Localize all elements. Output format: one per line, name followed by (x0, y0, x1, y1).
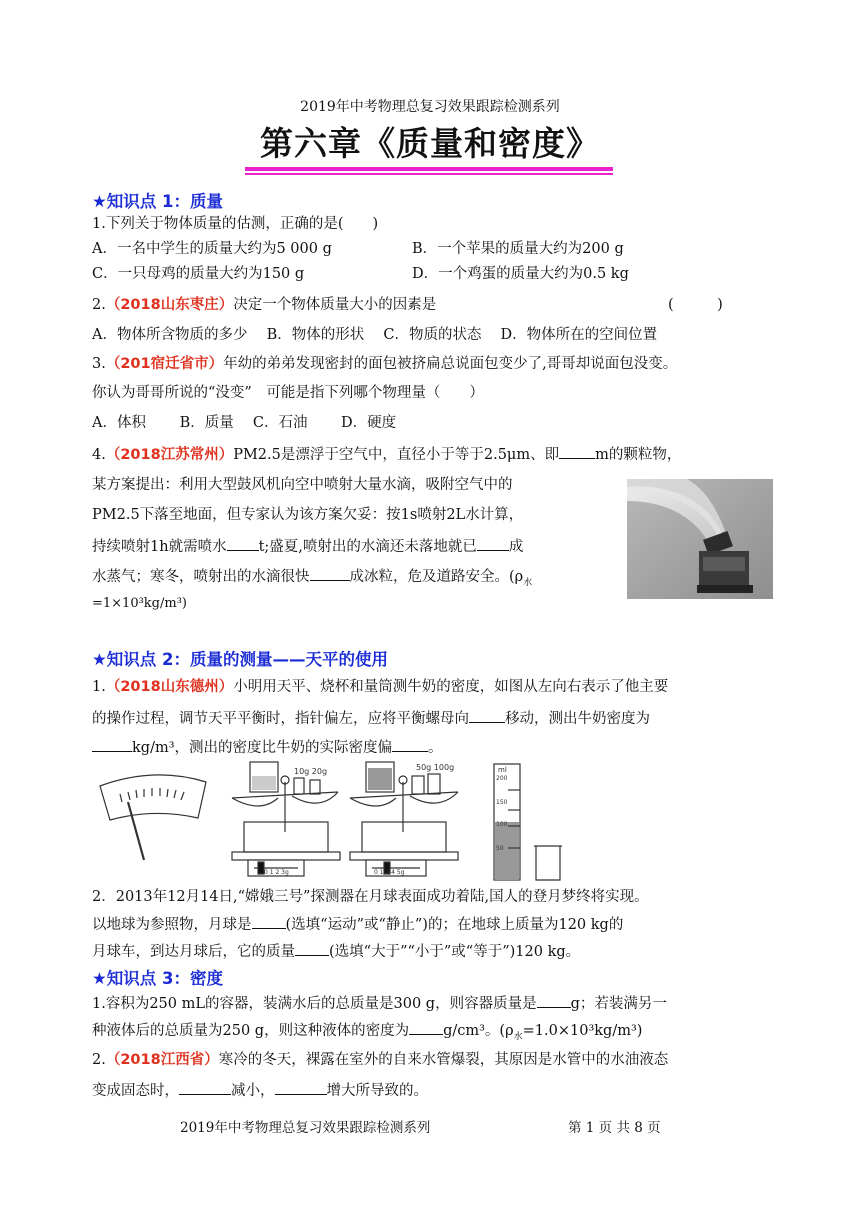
kp2-q2-line3 (92, 941, 580, 962)
kp1-q4-line6: =1×10³kg/m³) (92, 596, 187, 611)
question-source: （2018山东枣庄） (105, 297, 234, 313)
kp1-q1-option-d: D．一个鸡蛋的质量大约为0.5 kg (412, 266, 629, 282)
kp2-q1-line2 (92, 708, 650, 729)
kp1-q1-stem: 1.下列关于物体质量的估测，正确的是( ) (92, 216, 379, 232)
question-text: 水蒸气；寒冬，喷射出的水滴很快 (92, 569, 310, 585)
kp1-q1-option-b: B．一个苹果的质量大约为200 g (412, 241, 624, 257)
question-source: （201宿迁省市） (105, 356, 224, 372)
answer-blank[interactable] (275, 1080, 327, 1095)
kp1-q4-line1 (92, 444, 681, 465)
question-text: 变成固态时， (92, 1083, 179, 1099)
answer-blank[interactable] (477, 536, 509, 551)
question-text: 持续喷射1h就需喷水 (92, 539, 227, 555)
series-header: 2019年中考物理总复习效果跟踪检测系列 (300, 99, 560, 115)
weights-label: 50g 100g (416, 763, 455, 772)
question-text: 以地球为参照物，月球是 (92, 917, 252, 933)
kp1-q4-line5 (92, 566, 532, 593)
kp2-q1-line1 (92, 677, 668, 697)
kp3-q2-line2 (92, 1080, 428, 1101)
kp1-q2-options: A．物体所含物质的多少 B．物体的形状 C．物质的状态 D．物体所在的空间位置 (92, 327, 658, 343)
question-stem: 决定一个物体质量大小的因素是 (233, 297, 437, 313)
question-text: g/cm³。(ρ (443, 1023, 514, 1039)
question-text: 寒冷的冬天，裸露在室外的自来水管爆裂，其原因是水管中的水油液态 (218, 1052, 669, 1068)
question-text: 1.容积为250 mL的容器，装满水后的总质量是300 g，则容器质量是 (92, 996, 537, 1012)
answer-blank[interactable] (227, 536, 259, 551)
question-text: 移动，测出牛奶密度为 (505, 711, 650, 727)
answer-blank[interactable] (409, 1020, 443, 1035)
footer-series: 2019年中考物理总复习效果跟踪检测系列 (180, 1120, 431, 1136)
answer-blank[interactable] (559, 444, 595, 459)
question-text: m的颗粒物， (595, 447, 682, 463)
question-text: kg/m³，测出的密度比牛奶的实际密度偏 (132, 740, 393, 756)
graduated-cylinder-icon (494, 764, 562, 880)
footer-page-number: 第 1 页 共 8 页 (568, 1120, 661, 1136)
question-text: 种液体后的总质量为250 g，则这种液体的密度为 (92, 1023, 410, 1039)
question-text: 成冰粒，危及道路安全。(ρ (349, 569, 524, 585)
scale-ticks-label: 0 1 2 3g (264, 869, 289, 876)
question-text: PM2.5是漂浮于空气中，直径小于等于2.5μm、即 (233, 447, 560, 463)
question-text: =1.0×10³kg/m³) (522, 1023, 643, 1039)
answer-blank[interactable] (469, 708, 505, 723)
cylinder-tick-label: 200 (496, 775, 508, 782)
question-text: 小明用天平、烧杯和量筒测牛奶的密度，如图从左向右表示了他主要 (233, 679, 669, 695)
question-text: 月球车，到达月球后，它的质量 (92, 944, 295, 960)
answer-blank[interactable] (537, 993, 571, 1008)
balance-1-icon (232, 762, 340, 876)
answer-blank[interactable] (92, 737, 132, 752)
question-text: (选填“运动”或“静止”)的；在地球上质量为120 kg的 (285, 917, 624, 933)
kp2-q1-line3 (92, 737, 443, 758)
answer-blank[interactable] (179, 1080, 231, 1095)
balance-figure (98, 760, 578, 882)
kp3-q1-line2 (92, 1020, 642, 1047)
question-text: t;盛夏,喷射出的水滴还未落地就已 (258, 539, 477, 555)
subscript: 水 (523, 577, 533, 588)
subscript: 水 (513, 1031, 523, 1042)
question-text: 减小， (231, 1083, 275, 1099)
kp3-heading: ★知识点 3：密度 (92, 969, 224, 988)
kp1-heading: ★知识点 1：质量 (92, 192, 224, 211)
question-number: 2. (92, 1052, 106, 1068)
answer-blank[interactable] (310, 566, 350, 581)
question-text: g；若装满另一 (570, 996, 667, 1012)
question-source: （2018山东德州） (105, 679, 234, 695)
kp3-q1-line1 (92, 993, 667, 1014)
question-stem: 年幼的弟弟发现密封的面包被挤扁总说面包变少了,哥哥却说面包没变。 (223, 356, 678, 372)
answer-blank[interactable] (392, 737, 428, 752)
question-number: 2. (92, 297, 106, 313)
kp1-q1-option-a: A．一名中学生的质量大约为5 000 g (92, 241, 332, 257)
question-source: （2018江西省） (105, 1052, 219, 1068)
balance-2-icon (350, 762, 458, 876)
cylinder-tick-label: 50 (496, 845, 504, 852)
question-number: 3. (92, 356, 106, 372)
kp1-q4-line4 (92, 536, 523, 557)
kp1-q3-line2: 你认为哥哥所说的“没变” 可能是指下列哪个物理量（ ） (92, 385, 484, 401)
question-number: 1. (92, 679, 106, 695)
cylinder-tick-label: 150 (496, 799, 508, 806)
question-number: 4. (92, 447, 106, 463)
answer-blank[interactable] (252, 914, 286, 929)
question-text: 成 (508, 539, 524, 555)
weights-label: 10g 20g (294, 767, 328, 776)
kp1-q2-line (92, 295, 436, 315)
question-source: （2018江苏常州） (105, 447, 234, 463)
cylinder-tick-label: 100 (496, 821, 508, 828)
question-text: 增大所导致的。 (326, 1083, 428, 1099)
chapter-title: 第六章《质量和密度》 (260, 124, 600, 163)
kp1-q1-option-c: C．一只母鸡的质量大约为150 g (92, 266, 305, 282)
question-text: (选填“大于”“小于”或“等于”)120 kg。 (329, 944, 581, 960)
cylinder-unit-label: ml (498, 766, 507, 774)
kp1-q4-line2: 某方案提出：利用大型鼓风机向空中喷射大量水滴，吸附空气中的 (92, 477, 513, 493)
title-underline (245, 167, 613, 171)
balance-dial-icon (100, 775, 206, 860)
question-text: 的操作过程，调节天平平衡时，指针偏左，应将平衡螺母向 (92, 711, 469, 727)
answer-blank[interactable] (295, 941, 329, 956)
title-underline-thin (245, 173, 613, 175)
kp2-q2-line2 (92, 914, 623, 935)
question-text: 。 (428, 740, 443, 756)
kp2-q2-line1: 2．2013年12月14日,“嫦娥三号”探测器在月球表面成功着陆,国人的登月梦终将实现。 (92, 889, 649, 905)
scale-ticks-label: 0 1 2 4 5g (374, 869, 405, 876)
kp2-heading: ★知识点 2：质量的测量——天平的使用 (92, 650, 389, 669)
kp1-q4-line3: PM2.5下落至地面，但专家认为该方案欠妥：按1s喷射2L水计算， (92, 507, 524, 523)
kp1-q3-options: A．体积 B．质量 C．石油 D．硬度 (92, 415, 397, 431)
kp3-q2-line1 (92, 1050, 668, 1070)
kp1-q2-answer-paren: ( ) (668, 297, 723, 313)
sprayer-photo (627, 479, 773, 599)
kp1-q3-line1 (92, 354, 677, 374)
